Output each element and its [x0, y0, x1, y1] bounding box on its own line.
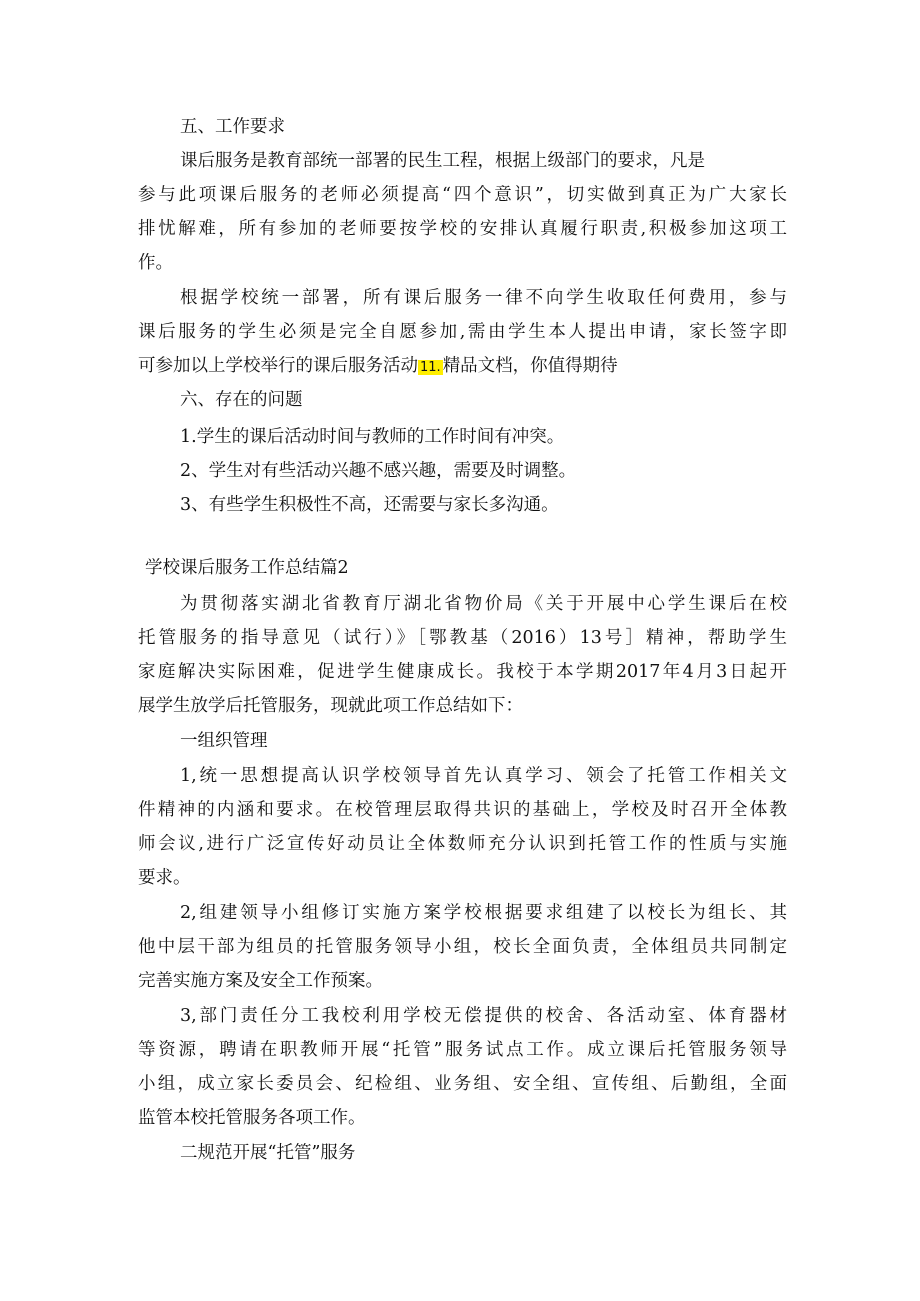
paragraph-line: 展学生放学后托管服务，现就此项工作总结如下： — [138, 696, 523, 716]
paragraph-line: 小组，成立家长委员会、纪检组、业务组、安全组、宣传组、后勤组，全面 — [138, 1074, 787, 1094]
paragraph-line: 件精神的内涵和要求。在校管理层取得共识的基础上，学校及时召开全体教 — [138, 800, 787, 820]
paragraph-line-with-highlight — [138, 351, 618, 383]
paragraph-line: 排忧解难，所有参加的老师要按学校的安排认真履行职责,积极参加这项工 — [138, 219, 787, 239]
paragraph-line: 监管本校托管服务各项工作。 — [138, 1108, 366, 1128]
paragraph-text: 可参加以上学校举行的课后服务活动 — [138, 356, 418, 376]
highlight-marker: 11. — [420, 360, 441, 375]
paragraph-line: 课后服务是教育部统一部署的民生工程，根据上级部门的要求，凡是 — [180, 151, 705, 171]
watermark-text: 精品文档，你值得期待 — [442, 356, 618, 376]
list-item: 3、有些学生积极性不高，还需要与家长多沟通。 — [180, 495, 559, 515]
paragraph-line: 2,组建领导小组修订实施方案学校根据要求组建了以校长为组长、其 — [180, 903, 787, 923]
paragraph-line: 1,统一思想提高认识学校领导首先认真学习、领会了托管工作相关文 — [180, 766, 787, 786]
paragraph-line: 3,部门责任分工我校利用学校无偿提供的校舍、各活动室、体育器材 — [180, 1006, 787, 1026]
paragraph-line: 课后服务的学生必须是完全自愿参加,需由学生本人提出申请，家长签字即 — [138, 322, 787, 342]
list-item: 1.学生的课后活动时间与教师的工作时间有冲突。 — [180, 427, 565, 447]
article-title: 学校课后服务工作总结篇2 — [145, 558, 349, 578]
paragraph-line: 托管服务的指导意见（试行）》［鄂教基（2016）13号］精神，帮助学生 — [138, 628, 787, 648]
paragraph-line: 家庭解决实际困难，促进学生健康成长。我校于本学期2017年4月3日起开 — [138, 662, 787, 682]
paragraph-line: 为贯彻落实湖北省教育厅湖北省物价局《关于开展中心学生课后在校 — [180, 594, 787, 614]
subsection-heading: 一组织管理 — [180, 731, 268, 751]
paragraph-line: 完善实施方案及安全工作预案。 — [138, 971, 383, 991]
paragraph-line: 师会议,进行广泛宣传好动员让全体数师充分认识到托管工作的性质与实施 — [138, 834, 787, 854]
paragraph-line: 根据学校统一部署，所有课后服务一律不向学生收取任何费用，参与 — [180, 288, 787, 308]
section-heading-5: 五、工作要求 — [180, 117, 285, 137]
subsection-heading: 二规范开展“托管”服务 — [180, 1143, 356, 1163]
section-heading-6: 六、存在的问题 — [180, 390, 303, 410]
paragraph-line: 要求。 — [138, 868, 191, 888]
paragraph-line: 参与此项课后服务的老师必须提高“四个意识”，切实做到真正为广大家长 — [138, 185, 787, 205]
paragraph-line: 等资源，聘请在职教师开展“托管”服务试点工作。成立课后托管服务领导 — [138, 1040, 787, 1060]
paragraph-line: 他中层干部为组员的托管服务领导小组，校长全面负责，全体组员共同制定 — [138, 937, 787, 957]
list-item: 2、学生对有些活动兴趣不感兴趣，需要及时调整。 — [180, 461, 577, 481]
paragraph-line: 作。 — [138, 253, 173, 273]
